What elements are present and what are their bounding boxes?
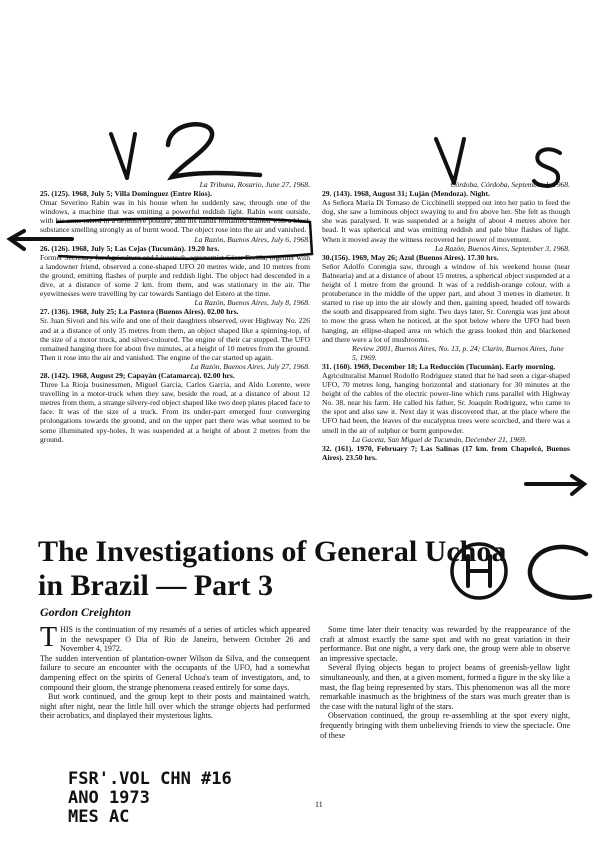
entry-text: As Señora María Di Tomaso de Cicchinelli stepped out into her patio to feed the dog, she saw a luminous object swaying to and fro above her. She felt as though she was paralysed. It was suspended at a height of about 4 metres above her head. It was spherical and was emitting reddish and pale blue flashes of light. When it moved away the witness recovered her power of movement.	[322, 198, 570, 244]
article-title: The Investigations of General Uchoa in Brazil — Part 3	[38, 535, 507, 602]
entry-source: La Razón, Buenos Aires, September 3, 1968.	[435, 243, 570, 253]
entry-text: Omar Severino Rabin was in his house when he suddenly saw, through one of the windows, a machine that was emitting a powerful reddish light. Rabin went outside, with his arms raised in a defensive posture, and his hands remained stained with a black substance smelling strongly as of burnt wood. The object rose into the air and vanished.	[40, 198, 310, 235]
note-line: ANO 1973	[68, 788, 150, 808]
handwritten-note	[68, 770, 232, 827]
entry-heading: 30.(156). 1969, May 26; Azul (Buenos Aires). 17.30 hrs.	[322, 252, 499, 262]
handwritten-mark-z-scribble	[160, 115, 270, 185]
entry-text: Señor Adolfo Corengia saw, through a window of his weekend house (near Balnearia) and at a distance of about 15 metres, a spherical object suspended at a height of 1 metre from the ground. It was of a reddish-orange colour, with a protuberance in the middle of the upper part, and about 3 metres in diameter. It started to rise up into the air slowly and then, gaining speed, headed off towards the south and disappeared from sight. Two days later, Sr. Corengia was just about to mow the grass when he noticed, at the spot below where the UFO had been hanging, an ellipse-shaped area on which the grass looked thin and blackened and there were a lot of mushrooms.	[322, 261, 570, 344]
top-right-column	[322, 180, 570, 462]
entry-source: La Tribuna, Rosario, June 27, 1968.	[199, 180, 310, 189]
article-paragraph: But work continued, and the group kept to their posts and maintained watch, night after night, near the little hill over which the strange objects had performed their acrobatics, and displayed their mysterious lights.	[40, 692, 310, 721]
article-right-column	[320, 625, 570, 740]
entry-heading: 29. (143). 1968, August 31; Luján (Mendoza). Night.	[322, 189, 490, 199]
entry-heading: 27. (136). 1968, July 25; La Pastora (Buenos Aires). 02.00 hrs.	[40, 307, 239, 317]
entry-source: Córdoba, Córdoba, September 1, 1968.	[450, 180, 570, 189]
article-paragraph: Observation continued, the group re-assembling at the spot every night, frequently bringing with them unbelieving friends to view the spectacle. One of these	[320, 711, 570, 740]
top-left-column	[40, 180, 310, 444]
drop-cap: T	[40, 622, 58, 653]
note-line: MES AC	[68, 807, 130, 827]
note-line: FSR'.VOL CHN #16	[68, 769, 232, 789]
entry-heading: 26. (126). 1968, July 5; Las Cejas (Tucumán). 19.20 hrs.	[40, 243, 220, 253]
article-left-column	[40, 622, 310, 721]
entry-source: La Razón, Buenos Aires, July 27, 1968.	[190, 361, 310, 371]
article-paragraph: The sudden intervention of plantation-owner Wilson da Silva, and the consequent failure to secure an encounter with the occupants of the UFO, had a somewhat dampening effect on the spirits of General Uchoa's team of investigators, and, to compound their gloom, the strange phenomena ceased entirely for some days.	[40, 653, 310, 692]
entry-source: La Razón, Buenos Aires, July 8, 1968.	[194, 298, 310, 308]
entry-heading: 25. (125). 1968, July 5; Villa Dominguez (Entre Rios).	[40, 189, 212, 199]
entry-heading: 32. (161). 1970, February 7; Las Salinas (17 km. from Chapelcó, Buenos Aires). 23.50 hrs.	[322, 443, 570, 462]
entry-source: Review 2001, Buenos Aires, No. 13, p. 24; Clarin, Buenos Aires, June 5, 1969.	[352, 343, 564, 362]
article-paragraph: THIS is the continuation of my resumés of a series of articles which appeared in the newspaper O Dia of Rio de Janeiro, between October 26 and November 4, 1972.	[40, 622, 310, 654]
handwritten-letter-c	[520, 540, 595, 605]
article-author: Gordon Creighton	[40, 605, 132, 619]
entry-source: La Gaceta, San Miguel de Tucumán, Deċember 21, 1969.	[352, 434, 527, 444]
entry-text: Three La Rioja businessmen, Miguel Garcia, Carlos Garcia, and Aldo Lorente, were travelling in a motor-truck when they saw, beside the road, at a distance of about 12 metres from them, a strange silvery-red object shaped like two deep plates placed face to face. It was of the size of a truck. From its under-part emerged four converging prolongations towards the ground, and on the upper part there was what seemed to be some illuminated spy-holes. It was suspended at a height of about 2 metres from the ground.	[40, 380, 310, 444]
entry-heading: 28. (142). 1968, August 29; Capayán (Catamarca). 02.00 hrs.	[40, 370, 235, 380]
article-paragraph: Several flying objects began to project beams of greenish-yellow light simultaneously, and then, at a given moment, formed a figure in the sky like a mast, the flag being represented by stars. This phenomenon was all the more remarkable inasmuch as the brightness of the stars was much greater than is the case with the natural light of the stars.	[320, 663, 570, 711]
entry-text: Agriculturalist Manuel Rodolfo Rodriguez stated that he had seen a cigar-shaped UFO, 70 metres long, hanging horizontal and stationary for 30 minutes at the height of the cables of the electric power-line which runs parallel with Highway No. 38, near his farm. He called his father, Sr. Joaquín Rodriguez, who came to the spot and also saw it. Next day it was discovered that, at the place where the UFO had been, the leaves of the eucalyptus trees were scorched, and there was a smell in the air of sulphur or burnt gunpowder.	[322, 370, 570, 435]
article-paragraph: Some time later their tenacity was rewarded by the reappearance of the craft at almost exactly the same spot and with no great variation in their performance. But one night, a very dark one, the group were able to observe an impressive spectacle.	[320, 625, 570, 663]
entry-heading: 31. (160). 1969, December 18; La Reducción (Tucumán). Early morning.	[322, 361, 556, 371]
handwritten-mark-arrow-left	[105, 128, 155, 188]
entry-text: Sr. Juan Sivori and his wife and one of their daughters observed, over Highway No. 226 and at a distance of only 35 metres from them, an object shaped like a spinning-top, of the size of a motor truck, and silver-coloured. The engine of their car stopped. The UFO remained hanging there for about five minutes, at a height of 10 metres from the ground. Then it rose into the air and vanished. The engine of the car started up again.	[40, 316, 310, 362]
entry-source: La Razón, Buenos Aires, July 6, 1968.	[194, 234, 310, 244]
handwritten-arrow-right-margin	[520, 470, 590, 500]
entry-text: Former Secretary for Agriculture and Livestock, agronomist César Ercilla, together with a landowner friend, observed a cone-shaped UFO 20 metres wide, and 10 metres from the ground, emitting flashes of purple and reddish light. The object had descended in a dive, at a distance of some 2 km. from them, and was stationary in the air. The eyewitnesses were travelling by car towards Santiago del Estero at the time.	[40, 252, 310, 299]
page-number: 11	[315, 800, 323, 809]
